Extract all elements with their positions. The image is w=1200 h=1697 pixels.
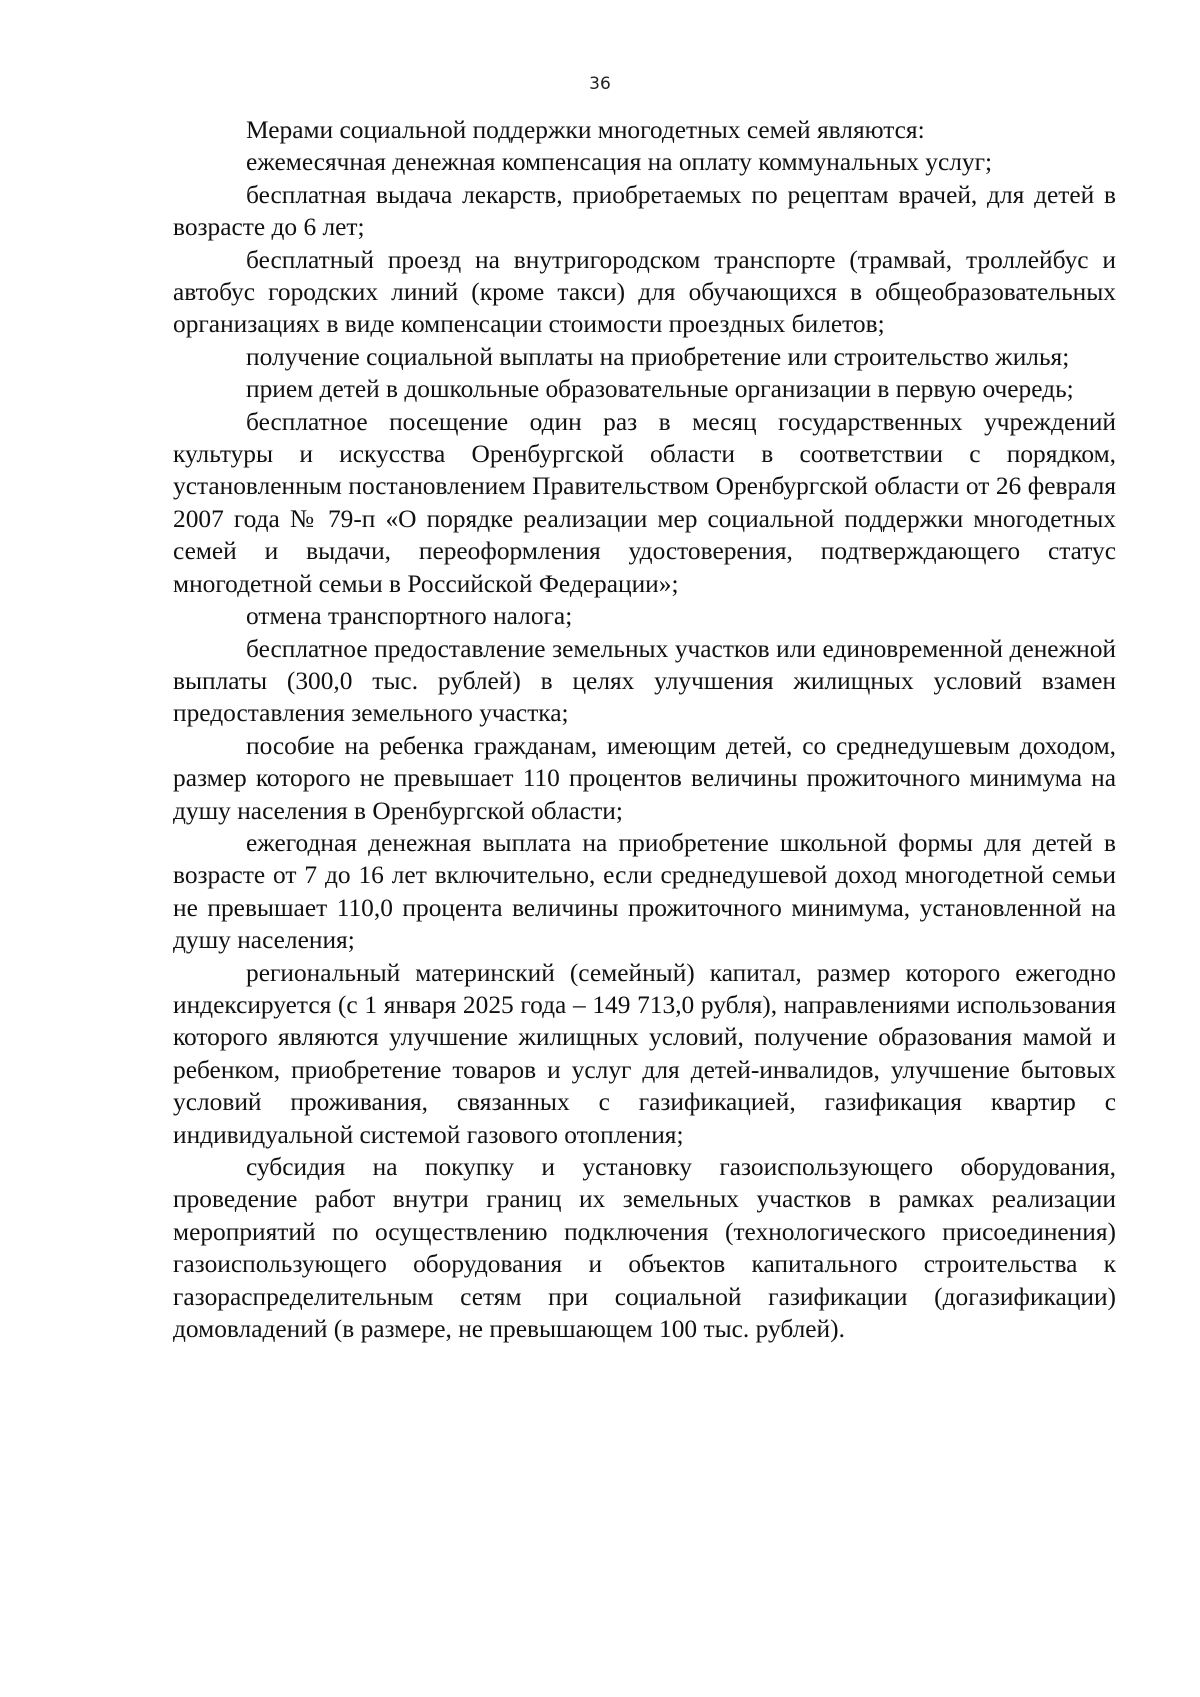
measure-paragraph: бесплатная выдача лекарств, приобретаемых по рецептам врачей, для детей в возрасте до 6 лет;	[173, 180, 1116, 242]
page-number: 36	[589, 74, 611, 94]
measure-paragraph: бесплатное предоставление земельных участков или единовременной денежной выплаты (300,0 тыс. рублей) в целях улучшения жилищных условий взамен предоставления земельного участка;	[173, 634, 1116, 728]
measure-paragraph: прием детей в дошкольные образовательные организации в первую очередь;	[246, 375, 1074, 404]
intro-paragraph: Мерами социальной поддержки многодетных семей являются:	[246, 116, 925, 144]
measure-paragraph: бесплатное посещение один раз в месяц государственных учреждений культуры и искусства Оренбургской области в соответствии с порядком, установленным постановлением Правительством Оренбургской области от 26 февраля 2007 года № 79-п «О порядке реализации мер социальной поддержки многодетных семей и выдачи, переоформления удостоверения, подтверждающего статус многодетной семьи в Российской Федерации»;	[173, 407, 1116, 598]
measure-paragraph: ежемесячная денежная компенсация на оплату коммунальных услуг;	[246, 148, 993, 177]
document-body	[173, 114, 1116, 1345]
measure-paragraph: отмена транспортного налога;	[246, 602, 573, 631]
measure-paragraph: субсидия на покупку и установку газоиспользующего оборудования, проведение работ внутри границ их земельных участков в рамках реализации мероприятий по осуществлению подключения (технологического присоединения) газоиспользующего оборудования и объектов капитального строительства к газораспределительным сетям при социальной газификации (догазификации) домовладений (в размере, не превышающем 100 тыс. рублей).	[173, 1153, 1116, 1344]
measure-paragraph: региональный материнский (семейный) капитал, размер которого ежегодно индексируется (с 1 января 2025 года – 149 713,0 рубля), направлениями использования которого являются улучшение жилищных условий, получение образования мамой и ребенком, приобретение товаров и услуг для детей-инвалидов, улучшение бытовых условий проживания, связанных с газификацией, газификация квартир с индивидуальной системой газового отопления;	[173, 958, 1116, 1149]
measure-paragraph: пособие на ребенка гражданам, имеющим детей, со среднедушевым доходом, размер которого не превышает 110 процентов величины прожиточного минимума на душу населения в Оренбургской области;	[173, 731, 1116, 825]
measure-paragraph: получение социальной выплаты на приобретение или строительство жилья;	[246, 342, 1070, 371]
measure-paragraph: ежегодная денежная выплата на приобретение школьной формы для детей в возрасте от 7 до 16 лет включительно, если среднедушевой доход многодетной семьи не превышает 110,0 процента величины прожиточного минимума, установленной на душу населения;	[173, 828, 1116, 955]
measure-paragraph: бесплатный проезд на внутригородском транспорте (трамвай, троллейбус и автобус городских линий (кроме такси) для обучающихся в общеобразовательных организациях в виде компенсации стоимости проездных билетов;	[173, 245, 1116, 339]
